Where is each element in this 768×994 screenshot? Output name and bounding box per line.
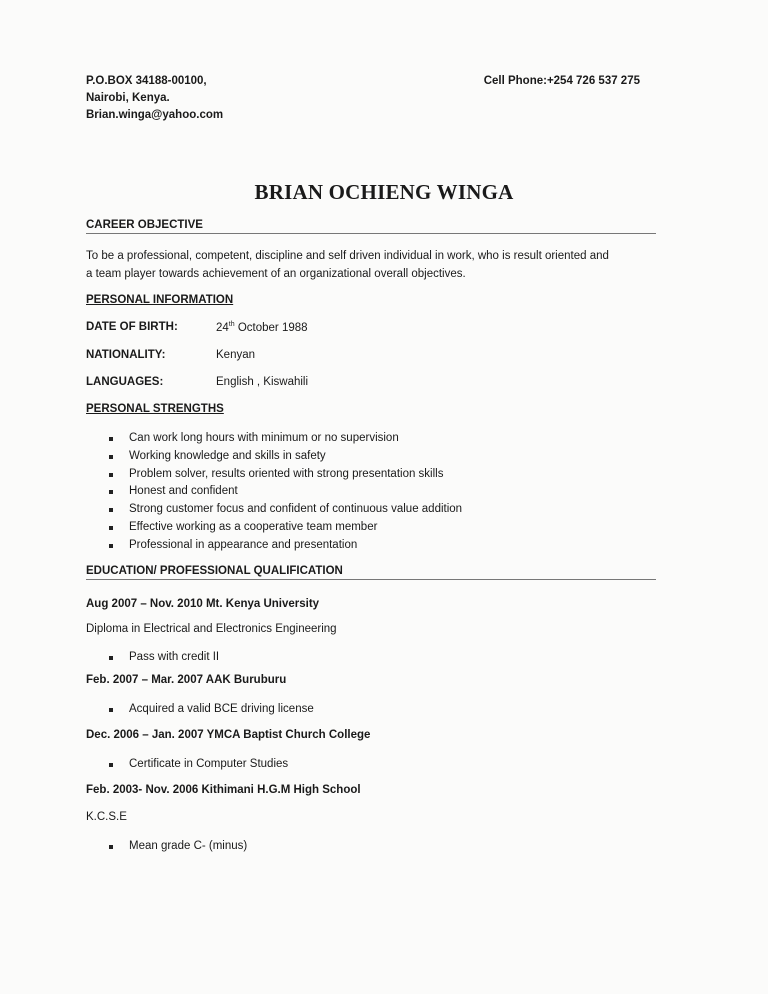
education-entry-2-title: Feb. 2007 – Mar. 2007 AAK Buruburu [86, 674, 287, 686]
list-item: Working knowledge and skills in safety [86, 448, 462, 466]
email-address: Brian.winga@yahoo.com [86, 109, 224, 121]
education-entry-3-list [86, 756, 288, 774]
personal-information-heading-text: PERSONAL INFORMATION [86, 294, 234, 306]
personal-information-section [86, 294, 656, 306]
list-item: Pass with credit II [86, 649, 219, 667]
bullet-icon [109, 490, 113, 494]
bullet-icon [109, 656, 113, 660]
personal-information-heading [86, 294, 656, 306]
bullet-icon [109, 763, 113, 767]
dob-day: 24 [216, 321, 229, 334]
list-item: Certificate in Computer Studies [86, 756, 288, 774]
list-item: Professional in appearance and presentation [86, 537, 462, 555]
personal-strengths-section [86, 403, 656, 415]
languages-value: English , Kiswahili [216, 376, 309, 388]
strengths-list [86, 430, 462, 555]
education-entry-4-title: Feb. 2003- Nov. 2006 Kithimani H.G.M High School [86, 784, 361, 796]
nationality-value: Kenyan [216, 349, 256, 361]
dob-label: DATE OF BIRTH: [86, 321, 178, 333]
dob-value [216, 321, 308, 334]
bullet-icon [109, 845, 113, 849]
list-item: Can work long hours with minimum or no supervision [86, 430, 462, 448]
career-objective-line-1: To be a professional, competent, discipline and self driven individual in work, who is result oriented and [86, 250, 609, 262]
list-item: Strong customer focus and confident of continuous value addition [86, 501, 462, 519]
dob-suffix: th [228, 321, 235, 328]
education-entry-4-desc: K.C.S.E [86, 811, 127, 823]
education-entry-3-title: Dec. 2006 – Jan. 2007 YMCA Baptist Church College [86, 729, 371, 741]
career-objective-line-2: a team player towards achievement of an organizational overall objectives. [86, 268, 466, 280]
list-item: Honest and confident [86, 483, 462, 501]
education-heading: EDUCATION/ PROFESSIONAL QUALIFICATION [86, 565, 656, 580]
career-objective-text [86, 247, 661, 283]
education-entry-1-list [86, 649, 219, 667]
candidate-name: BRIAN OCHIENG WINGA [254, 180, 514, 204]
dob-rest: October 1988 [234, 321, 308, 334]
list-item: Effective working as a cooperative team member [86, 519, 462, 537]
address-line-1: P.O.BOX 34188-00100, [86, 75, 207, 87]
bullet-icon [109, 508, 113, 512]
address-line-2: Nairobi, Kenya. [86, 92, 170, 104]
list-item: Acquired a valid BCE driving license [86, 701, 314, 719]
education-entry-1-desc: Diploma in Electrical and Electronics Engineering [86, 623, 337, 635]
phone-number: Cell Phone:+254 726 537 275 [483, 75, 640, 87]
education-entry-1-title: Aug 2007 – Nov. 2010 Mt. Kenya University [86, 598, 320, 610]
bullet-icon [109, 455, 113, 459]
personal-strengths-heading-text: PERSONAL STRENGTHS [86, 403, 224, 415]
education-entry-2-list [86, 701, 314, 719]
languages-label: LANGUAGES: [86, 376, 164, 388]
career-objective-heading: CAREER OBJECTIVE [86, 219, 656, 234]
bullet-icon [109, 526, 113, 530]
education-entry-4-list [86, 838, 247, 856]
contact-address-block [86, 73, 223, 124]
nationality-label: NATIONALITY: [86, 349, 166, 361]
list-item: Mean grade C- (minus) [86, 838, 247, 856]
career-objective-section [86, 219, 656, 234]
bullet-icon [109, 437, 113, 441]
personal-strengths-heading [86, 403, 656, 415]
bullet-icon [109, 708, 113, 712]
education-section [86, 565, 656, 580]
list-item: Problem solver, results oriented with strong presentation skills [86, 466, 462, 484]
bullet-icon [109, 544, 113, 548]
bullet-icon [109, 473, 113, 477]
